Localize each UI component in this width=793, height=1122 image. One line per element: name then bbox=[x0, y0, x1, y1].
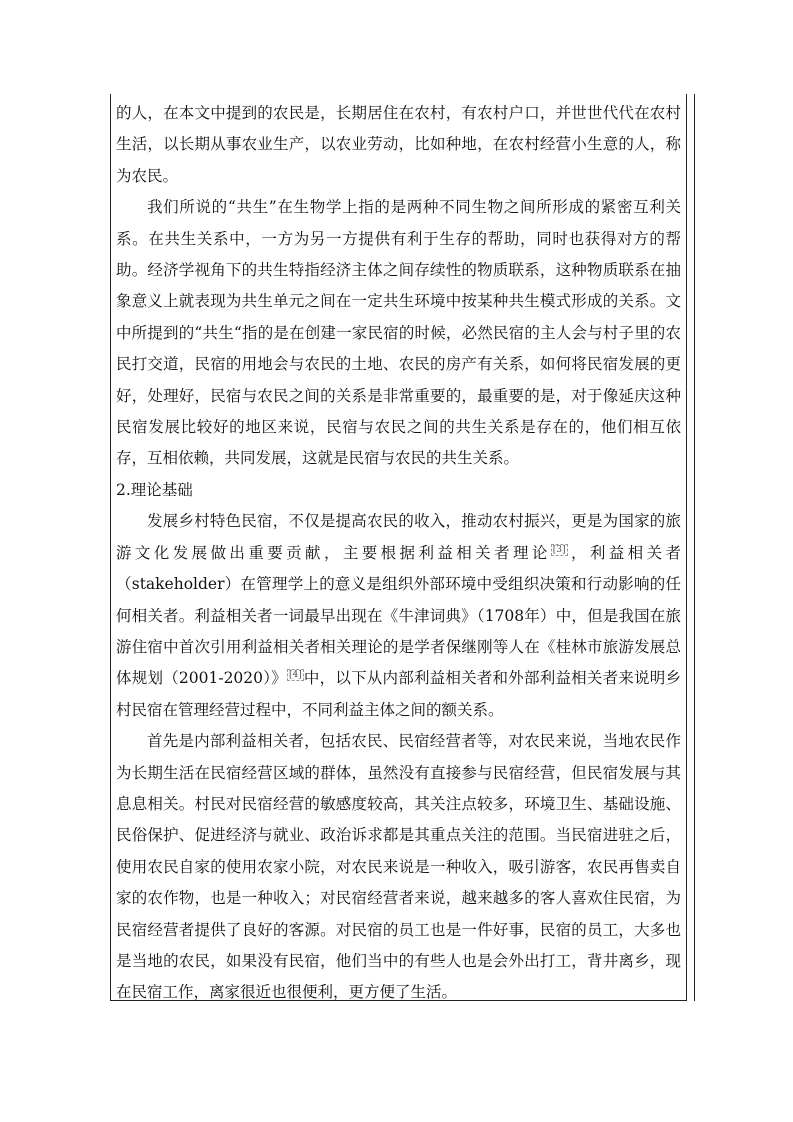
paragraph-stakeholder-theory bbox=[116, 506, 681, 726]
paragraph-farmer-definition: 的人，在本文中提到的农民是，长期居住在农村，有农村户口，并世世代代在农村生活，以长期从事农业生产，以农业劳动，比如种地，在农村经营小生意的人，称为农民。 bbox=[116, 104, 681, 185]
stakeholder-text-part2: ，利益相关者（stakeholder）在管理学上的意义是组织外部环境中受组织决策和行动影响的任何相关者。利益相关者一词最早出现在《牛津词典》（1708年）中，但是我国在旅游住宿中首次引用利益相关者相关理论的是学者保继刚等人在《桂林市旅游发展总体规划（2001-2020）》 bbox=[116, 543, 681, 688]
section-heading-theory-basis: 2.理论基础 bbox=[116, 480, 193, 499]
citation-marker-4[interactable]: [4] bbox=[288, 670, 302, 681]
stakeholder-text-part1: 发展乡村特色民宿，不仅是提高农民的收入，推动农村振兴，更是为国家的旅游文化发展做出重要贡献，主要根据利益相关者理论 bbox=[116, 512, 681, 562]
document-body bbox=[116, 98, 681, 1009]
paragraph-symbiosis-definition: 我们所说的“共生”在生物学上指的是两种不同生物之间所形成的紧密互利关系。在共生关系中，一方为另一方提供有利于生存的帮助，同时也获得对方的帮助。经济学视角下的共生特指经济主体之间存续性的物质联系，这种物质联系在抽象意义上就表现为共生单元之间在一定共生环境中按某种共生模式形成的关系。文中所提到的“共生“指的是在创建一家民宿的时候，必然民宿的主人会与村子里的农民打交道，民宿的用地会与农民的土地、农民的房产有关系，如何将民宿发展的更好，处理好，民宿与农民之间的关系是非常重要的，最重要的是，对于像延庆这种民宿发展比较好的地区来说，民宿与农民之间的共生关系是存在的，他们相互依存，互相依赖，共同发展，这就是民宿与农民的共生关系。 bbox=[116, 198, 681, 468]
outer-right-border-line bbox=[694, 94, 695, 1001]
stakeholder-text-part3: 中，以下从内部利益相关者和外部利益相关者来说明乡村民宿在管理经营过程中，不同利益主体之间的额关系。 bbox=[116, 669, 681, 719]
paragraph-internal-stakeholders: 首先是内部利益相关者，包括农民、民宿经营者等，对农民来说，当地农民作为长期生活在民宿经营区域的群体，虽然没有直接参与民宿经营，但民宿发展与其息息相关。村民对民宿经营的敏感度较高，其关注点较多，环境卫生、基础设施、民俗保护、促进经济与就业、政治诉求都是其重点关注的范围。当民宿进驻之后，使用农民自家的使用农家小院，对农民来说是一种收入，吸引游客，农民再售卖自家的农作物，也是一种收入；对民宿经营者来说，越来越多的客人喜欢住民宿，为民宿经营者提供了良好的客源。对民宿的员工也是一件好事，民宿的员工，大多也是当地的农民，如果没有民宿，他们当中的有些人也是会外出打工，背井离乡，现在民宿工作，离家很近也很便利，更方便了生活。 bbox=[116, 732, 681, 1002]
citation-marker-3[interactable]: [3] bbox=[552, 544, 566, 555]
